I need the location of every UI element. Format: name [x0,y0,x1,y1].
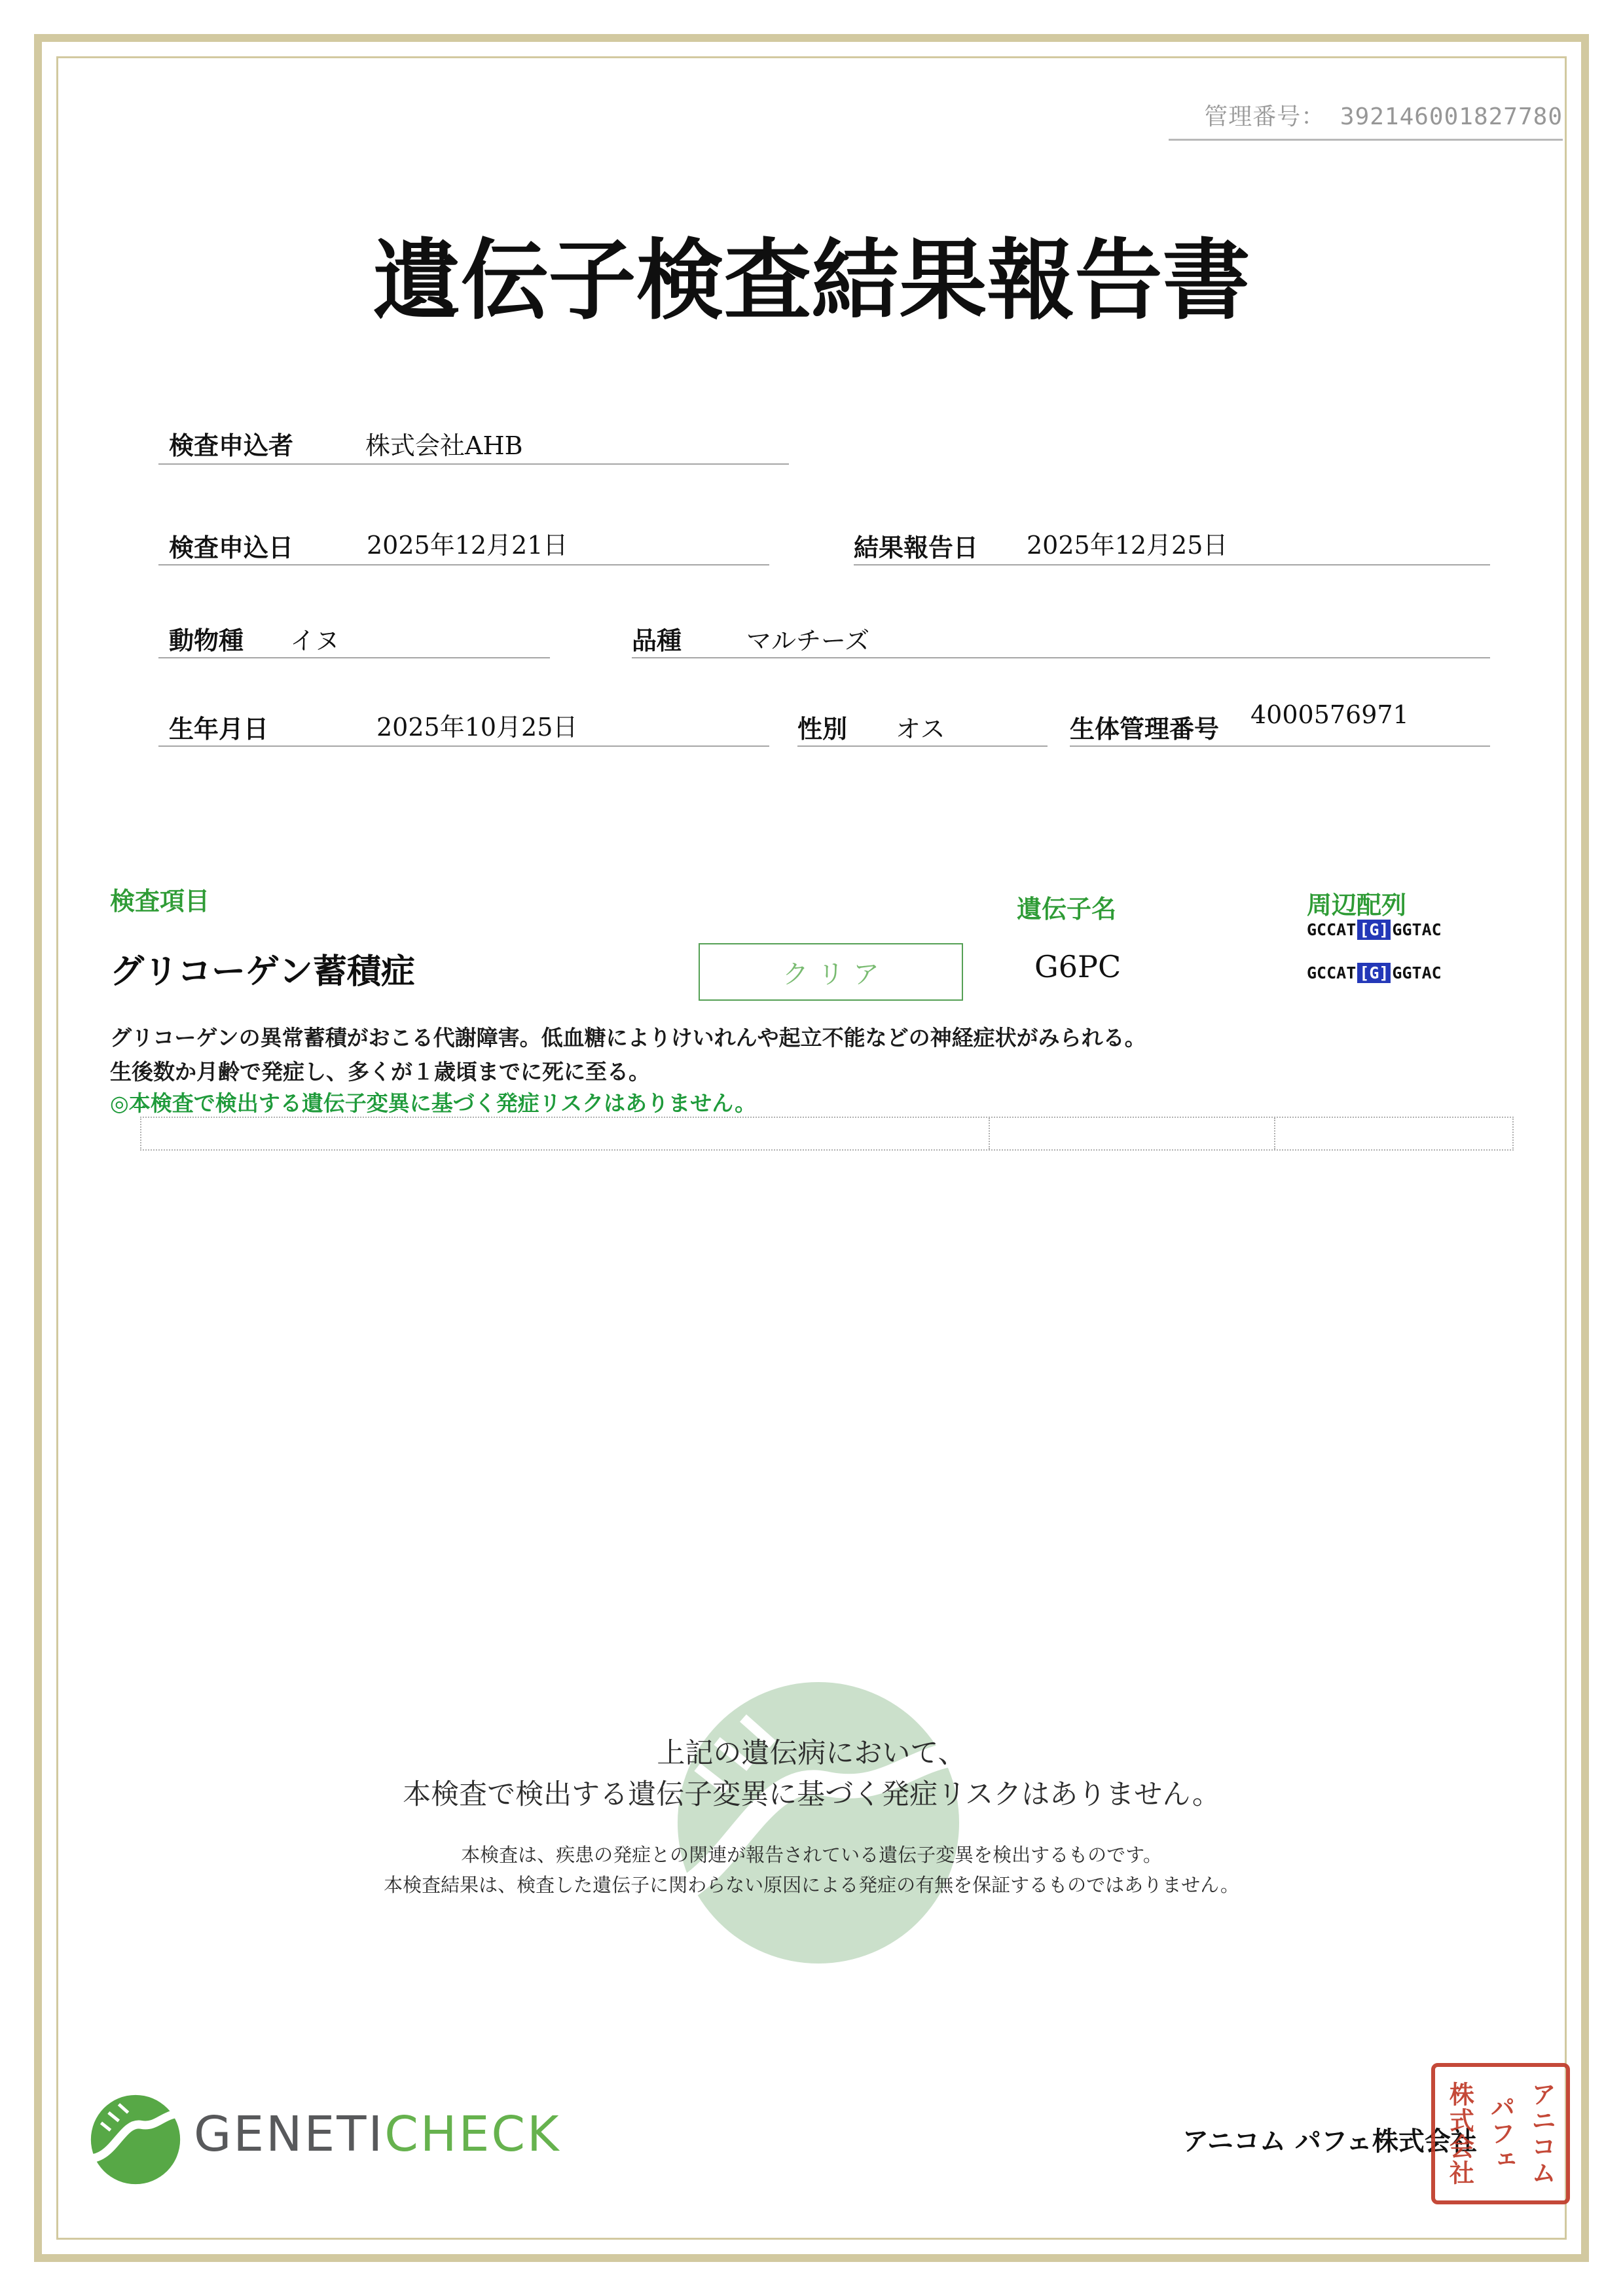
field-underline [854,564,1490,565]
watermark-logo [655,1666,982,1973]
status-box [699,943,963,1001]
birth-date-label: 生年月日 [169,714,269,744]
summary-note2: 本検査結果は、検査した遺伝子に関わらない原因による発症の有無を保証するものではありません。 [384,1874,1239,1896]
field-underline [158,745,769,747]
company-seal-stamp [1431,2063,1570,2204]
status-badge: クリア [782,959,888,990]
management-number-label: 管理番号： [1204,103,1326,130]
company-name: アニコム パフェ株式会社 [1182,2126,1477,2157]
bio-id-label: 生体管理番号 [1070,714,1220,744]
geneticheck-logo-text [194,2106,561,2162]
field-underline [158,657,550,658]
disease-description-line1: グリコーゲンの異常蓄積がおこる代謝障害。低血糖によりけいれんや起立不能などの神経症状がみられる。 [110,1025,1146,1050]
column-separator [989,1118,990,1149]
apply-date-value: 2025年12月21日 [367,531,568,560]
field-underline [1070,745,1490,747]
birth-date-value: 2025年10月25日 [376,713,578,742]
summary-note1: 本検査は、疾患の発症との関連が報告されている遺伝子変異を検出するものです。 [461,1844,1162,1866]
field-underline [158,463,789,465]
bio-id-value: 4000576971 [1250,700,1409,729]
sequence-header: 周辺配列 [1307,890,1407,920]
field-underline [797,745,1048,747]
gene-name-header: 遺伝子名 [1017,894,1117,924]
page-title: 遺伝子検査結果報告書 [373,228,1250,332]
sequence-prefix: GCCAT [1307,963,1357,982]
sequence-suffix: GGTAC [1392,963,1442,982]
sequence-line-1 [1307,920,1442,939]
seal-column: パフェ [1486,2094,1516,2173]
field-underline [632,657,1490,658]
empty-result-row [140,1117,1514,1151]
summary-line2: 本検査で検出する遺伝子変異に基づく発症リスクはありません。 [403,1778,1220,1811]
gene-name-value: G6PC [1034,949,1122,984]
sequence-line-2 [1307,963,1442,982]
species-value: イヌ [290,626,340,655]
seal-column: アニコム [1527,2081,1557,2186]
summary-line1: 上記の遺伝病において、 [657,1737,966,1770]
applicant-label: 検査申込者 [169,431,294,460]
sequence-prefix: GCCAT [1307,920,1357,939]
breed-value: マルチーズ [746,626,870,655]
breed-label: 品種 [632,626,682,655]
report-date-value: 2025年12月25日 [1027,531,1228,560]
applicant-value: 株式会社AHB [365,431,523,460]
disease-description-line2: 生後数か月齢で発症し、多くが１歳頃までに死に至る。 [110,1059,650,1085]
field-underline [158,564,769,565]
sequence-suffix: GGTAC [1392,920,1442,939]
geneticheck-logo-icon [89,2093,182,2186]
management-number-value: 392146001827780 [1340,103,1563,130]
apply-date-label: 検査申込日 [169,533,294,562]
sequence-variant: [G] [1357,963,1391,983]
logo-text-geneti: GENETI [194,2106,385,2162]
report-date-label: 結果報告日 [854,533,979,562]
management-number-underline [1169,139,1563,141]
sequence-variant: [G] [1357,920,1391,940]
sex-label: 性別 [797,714,848,744]
management-number-line [1169,98,1563,132]
column-separator [1274,1118,1275,1149]
risk-note: ◎本検査で検出する遺伝子変異に基づく発症リスクはありません。 [110,1090,757,1116]
seal-column: 株式会社 [1445,2081,1475,2186]
test-item-header: 検査項目 [110,886,210,916]
species-label: 動物種 [169,626,244,655]
sex-value: オス [896,715,945,744]
logo-text-check: CHECK [384,2106,561,2162]
disease-name: グリコーゲン蓄積症 [110,952,415,992]
